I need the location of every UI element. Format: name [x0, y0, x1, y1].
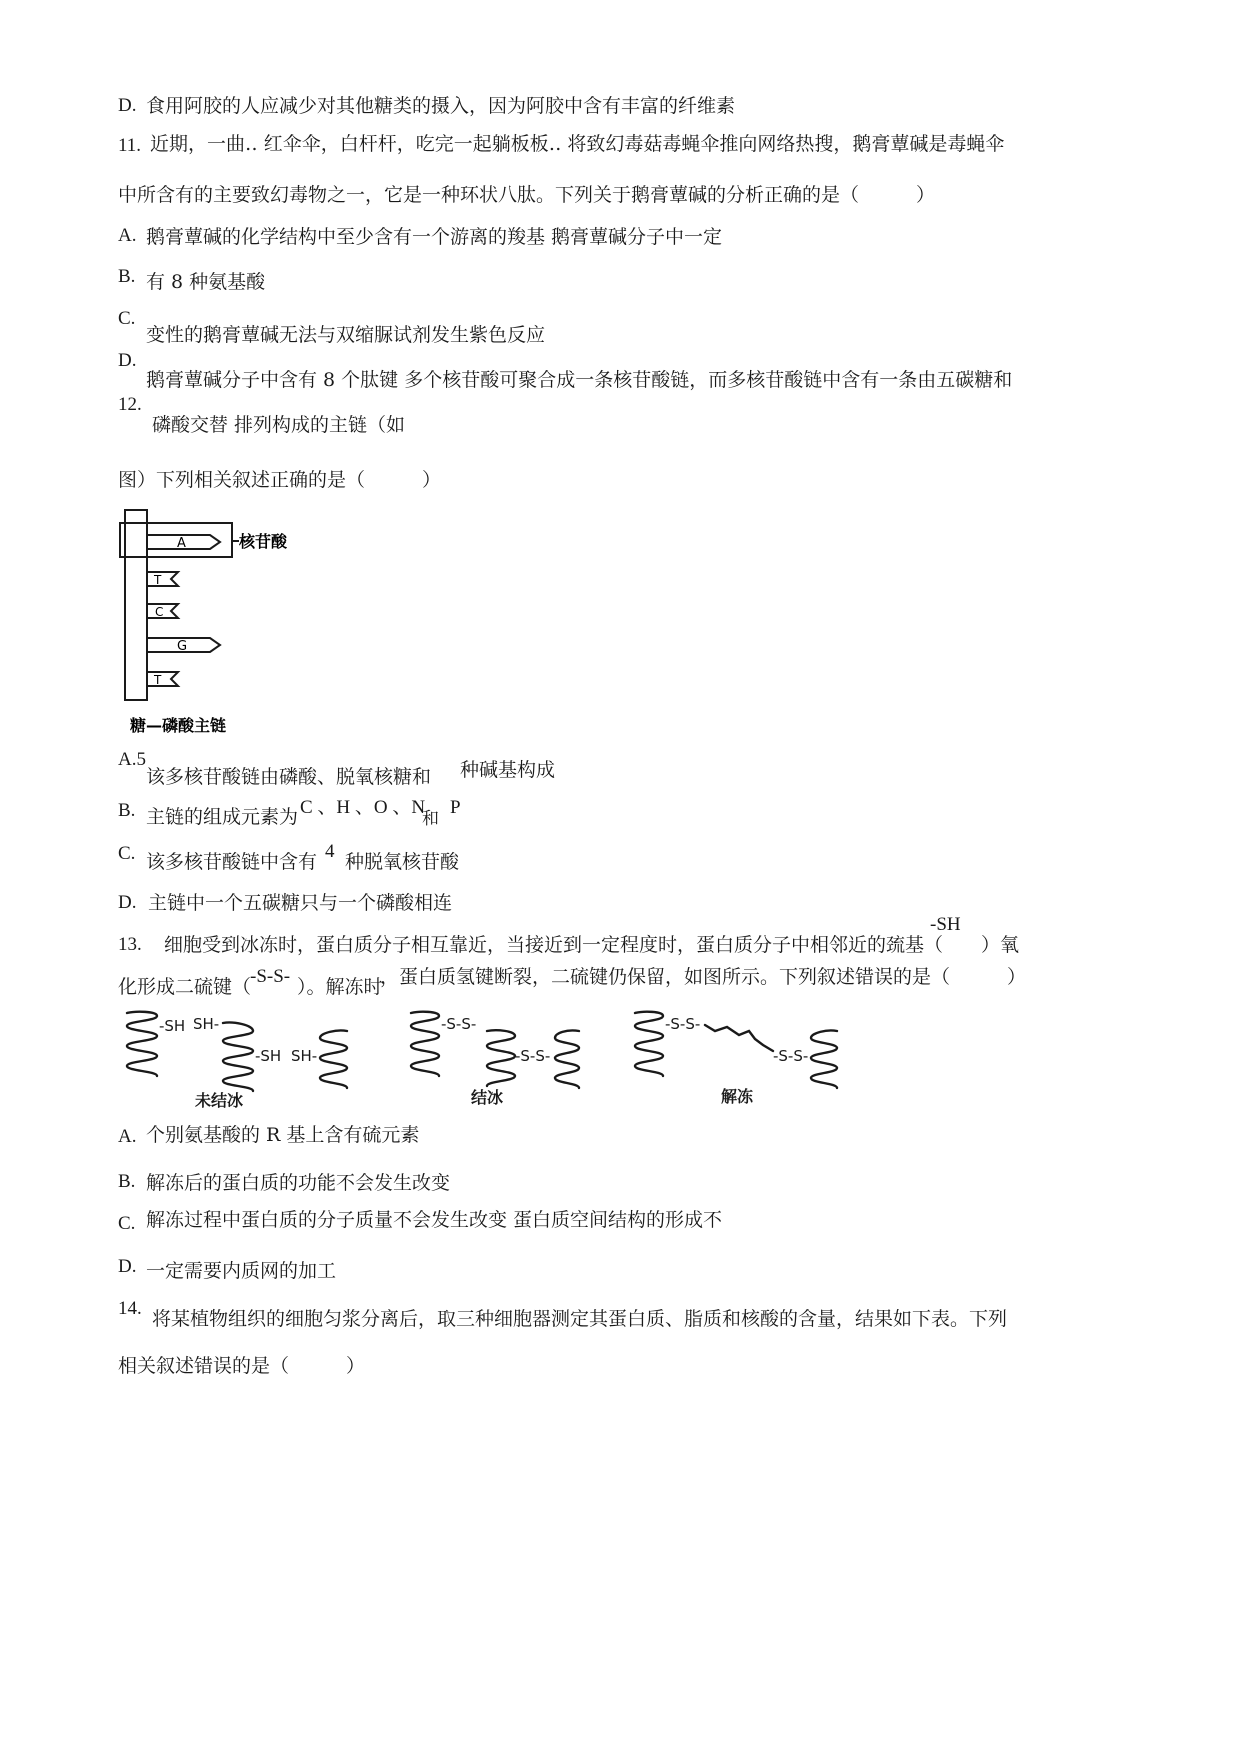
- q12-option-a-label: A.5: [118, 749, 146, 770]
- protein-coil-8: [811, 1030, 837, 1088]
- q13-protein-freezing-figure: [115, 1005, 855, 1113]
- q11-stem-line1: 近期，一曲‥ 红伞伞，白杆杆，吃完一起躺板板‥ 将致幻毒菇毒蝇伞推向网络热搜，鹅膏蕈碱是毒蝇伞: [150, 133, 1005, 155]
- base-t1-label: T: [154, 573, 162, 587]
- sh-label-1: -SH: [159, 1017, 186, 1035]
- q11-stem-line2: 中所含有的主要致幻毒物之一，它是一种环状八肽。下列关于鹅膏蕈碱的分析正确的是（ ）: [118, 184, 936, 206]
- backbone-label: 糖—磷酸主链: [130, 716, 227, 735]
- sh-label-4: SH-: [291, 1047, 318, 1065]
- ss-label-3: -S-S-: [665, 1015, 701, 1033]
- q14-stem-line2: 相关叙述错误的是（ ）: [118, 1355, 366, 1377]
- q12-option-b-p: P: [450, 797, 461, 818]
- label-thawed: 解冻: [721, 1087, 754, 1106]
- q12-option-b-and: 和: [422, 809, 439, 829]
- q13-sh-annotation: -SH: [930, 914, 961, 935]
- q12-option-a-text1: 该多核苷酸链由磷酸、脱氧核糖和: [146, 766, 432, 788]
- q10-option-d-label: D.: [118, 95, 137, 116]
- base-t2-label: T: [154, 673, 162, 687]
- q13-number: 13.: [118, 934, 142, 955]
- q13-option-a-text: 个别氨基酸的 R 基上含有硫元素: [146, 1124, 420, 1146]
- q13-option-d-text: 一定需要内质网的加工: [146, 1260, 337, 1282]
- protein-coil-1: [127, 1012, 157, 1076]
- q13-stem-line2c: ，蛋白质氢键断裂，二硫键仍保留，如图所示。下列叙述错误的是（ ）: [380, 966, 1027, 988]
- protein-coil-4: [411, 1012, 439, 1076]
- q12-stem-line2: 图）下列相关叙述正确的是（ ）: [118, 469, 442, 491]
- q12-option-c-text1: 该多核苷酸链中含有: [146, 851, 318, 873]
- q13-option-a-label: A.: [118, 1126, 137, 1147]
- nucleotide-label: 核苷酸: [239, 532, 288, 551]
- q12-option-c-label: C.: [118, 843, 136, 864]
- q12-option-d-label: D.: [118, 892, 137, 913]
- q13-option-c-text: 解冻过程中蛋白质的分子质量不会发生改变 蛋白质空间结构的形成不: [146, 1209, 723, 1231]
- ss-label-1: -S-S-: [441, 1015, 477, 1033]
- protein-chain-unfolded: [705, 1025, 773, 1051]
- q12-option-c-num: 4: [325, 841, 335, 862]
- q11-option-d-label: D.: [118, 350, 137, 371]
- sugar-phosphate-backbone: [125, 510, 147, 700]
- q11-option-c-label: C.: [118, 308, 136, 329]
- base-t1-shape: [147, 572, 178, 586]
- q12-option-d-text: 主链中一个五碳糖只与一个磷酸相连: [148, 892, 453, 914]
- q14-stem-line1: 将某植物组织的细胞匀浆分离后，取三种细胞器测定其蛋白质、脂质和核酸的含量，结果如下表。下列: [152, 1308, 1008, 1330]
- q11-option-a-text: 鹅膏蕈碱的化学结构中至少含有一个游离的羧基 鹅膏蕈碱分子中一定: [146, 226, 723, 248]
- q12-option-a-text2: 种碱基构成: [460, 759, 556, 781]
- q12-option-c-text2: 种脱氧核苷酸: [345, 851, 460, 873]
- ss-label-4: -S-S-: [773, 1047, 809, 1065]
- base-g-label: G: [177, 639, 188, 654]
- nucleotide-box: [120, 523, 232, 557]
- base-t2-shape: [147, 672, 178, 686]
- ss-label-2: -S-S-: [515, 1047, 551, 1065]
- q13-option-c-label: C.: [118, 1213, 136, 1234]
- q13-stem-line2b: ）。解冻时: [297, 976, 383, 998]
- q12-option-b-elements: C 、H 、O 、N: [300, 797, 426, 818]
- q11-number: 11.: [118, 135, 142, 156]
- q10-option-d-text: 食用阿胶的人应减少对其他糖类的摄入，因为阿胶中含有丰富的纤维素: [146, 95, 736, 117]
- protein-coil-3: [320, 1030, 347, 1088]
- q11-option-b-text: 有 8 种氨基酸: [146, 271, 266, 293]
- q12-number: 12.: [118, 394, 142, 415]
- q13-stem-line2a: 化形成二硫键（: [118, 976, 252, 998]
- q11-option-c-text: 变性的鹅膏蕈碱无法与双缩脲试剂发生紫色反应: [146, 324, 546, 346]
- label-frozen: 结冰: [471, 1088, 504, 1107]
- protein-coil-7: [635, 1012, 663, 1076]
- q13-stem-line1: 细胞受到冰冻时，蛋白质分子相互靠近，当接近到一定程度时，蛋白质分子中相邻近的巯基（ ）氧: [164, 934, 1020, 956]
- q12-option-b-label: B.: [118, 800, 136, 821]
- q14-number: 14.: [118, 1298, 142, 1319]
- q11-option-d-text: 鹅膏蕈碱分子中含有 8 个肽键 多个核苷酸可聚合成一条核苷酸链，而多核苷酸链中含有一条由五碳糖和: [146, 369, 1013, 391]
- protein-coil-2: [223, 1022, 253, 1091]
- q13-option-b-text: 解冻后的蛋白质的功能不会发生改变: [146, 1172, 451, 1194]
- q13-option-b-label: B.: [118, 1171, 136, 1192]
- q11-option-b-label: B.: [118, 266, 136, 287]
- q12-nucleotide-chain-figure: [115, 505, 315, 740]
- protein-coil-5: [487, 1030, 515, 1086]
- q13-ss-annotation: -S-S-: [250, 966, 291, 987]
- base-c-label: C: [155, 605, 164, 619]
- q13-option-d-label: D.: [118, 1256, 137, 1277]
- sh-label-3: -SH: [255, 1047, 282, 1065]
- q12-stem-line1: 磷酸交替 排列构成的主链（如: [152, 414, 406, 436]
- label-unfrozen: 未结冰: [195, 1091, 244, 1110]
- q11-option-a-label: A.: [118, 225, 137, 246]
- q12-option-b-text: 主链的组成元素为: [146, 806, 299, 828]
- base-a-label: A: [177, 536, 186, 551]
- protein-coil-6: [555, 1030, 579, 1088]
- sh-label-2: SH-: [193, 1015, 220, 1033]
